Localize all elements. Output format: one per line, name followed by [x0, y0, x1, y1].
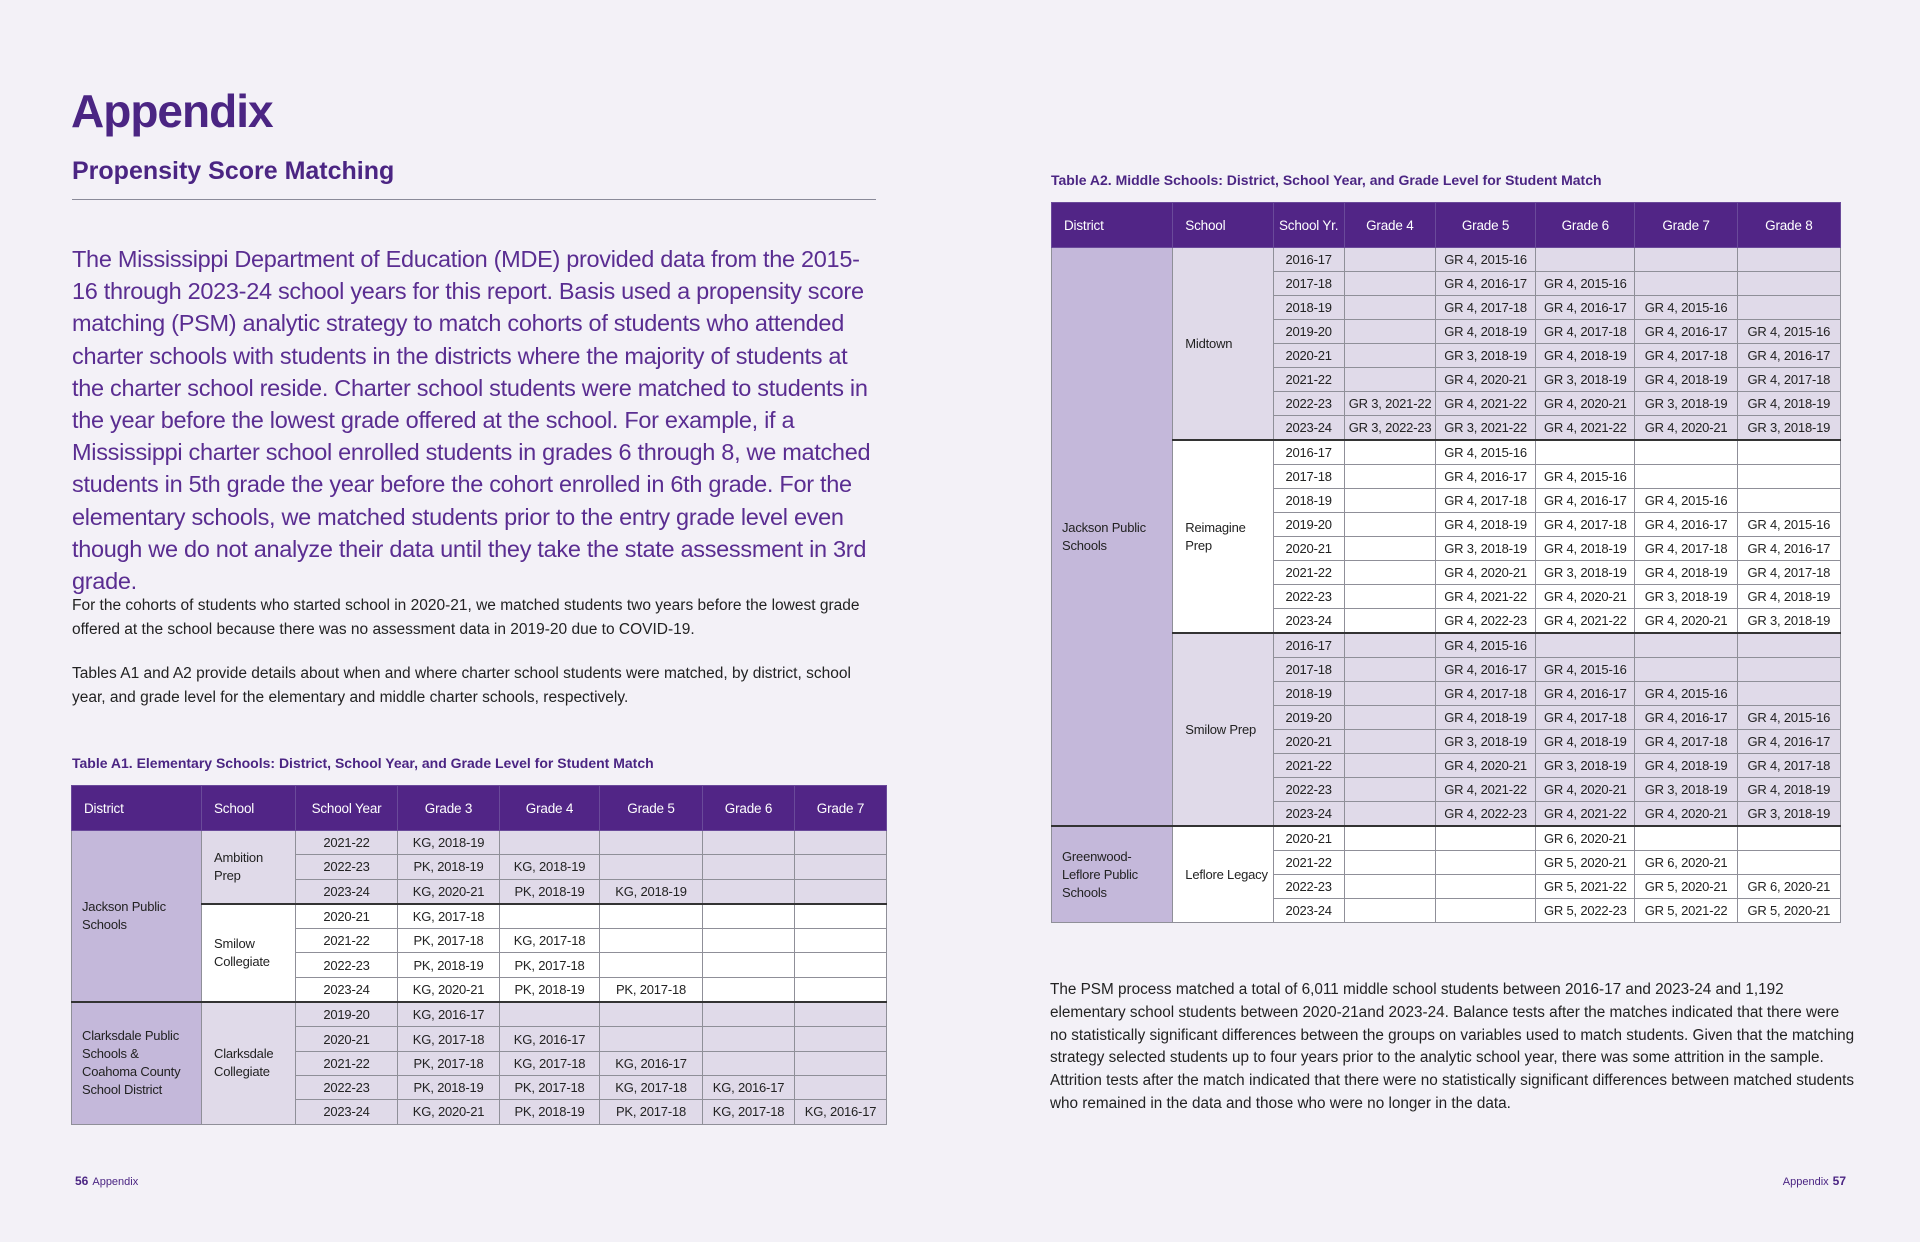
grade-match-cell: GR 4, 2020-21: [1435, 561, 1535, 585]
grade-match-cell: GR 4, 2017-18: [1737, 754, 1840, 778]
grade-match-cell: GR 4, 2020-21: [1536, 585, 1635, 609]
school-cell: Ambition Prep: [202, 831, 296, 904]
grade-match-cell: GR 4, 2021-22: [1435, 392, 1535, 416]
school-year-cell: 2016-17: [1273, 248, 1344, 272]
grade-match-cell: [1344, 899, 1435, 923]
grade-match-cell: KG, 2017-18: [398, 904, 500, 929]
grade-match-cell: [1344, 513, 1435, 537]
grade-match-cell: GR 3, 2018-19: [1435, 344, 1535, 368]
grade-match-cell: [1344, 682, 1435, 706]
school-year-cell: 2023-24: [296, 1100, 398, 1124]
school-year-cell: 2023-24: [1273, 416, 1344, 441]
school-year-cell: 2020-21: [296, 1027, 398, 1051]
grade-match-cell: [795, 1027, 887, 1051]
grade-match-cell: GR 4, 2017-18: [1536, 706, 1635, 730]
grade-match-cell: [1435, 875, 1535, 899]
grade-match-cell: GR 4, 2016-17: [1737, 344, 1840, 368]
grade-match-cell: [1344, 730, 1435, 754]
grade-match-cell: GR 3, 2018-19: [1536, 368, 1635, 392]
grade-match-cell: [500, 904, 600, 929]
grade-match-cell: GR 4, 2018-19: [1635, 561, 1737, 585]
grade-match-cell: [1635, 633, 1737, 658]
grade-match-cell: [1344, 609, 1435, 634]
grade-match-cell: [1635, 248, 1737, 272]
district-cell: Greenwood-Leflore Public Schools: [1052, 826, 1173, 923]
table-row: [1052, 826, 1841, 851]
grade-match-cell: GR 4, 2015-16: [1635, 682, 1737, 706]
header-row: [1052, 203, 1841, 248]
column-header: Grade 3: [398, 786, 500, 831]
column-header: Grade 4: [1344, 203, 1435, 248]
grade-match-cell: GR 4, 2020-21: [1635, 609, 1737, 634]
grade-match-cell: GR 4, 2015-16: [1737, 706, 1840, 730]
grade-match-cell: PK, 2017-18: [500, 953, 600, 977]
page-number: 57: [1832, 1174, 1846, 1188]
grade-match-cell: [703, 929, 795, 953]
grade-match-cell: GR 3, 2018-19: [1435, 730, 1535, 754]
school-year-cell: 2017-18: [1273, 272, 1344, 296]
grade-match-cell: [1435, 851, 1535, 875]
grade-match-cell: PK, 2017-18: [600, 977, 703, 1002]
grade-match-cell: GR 4, 2016-17: [1635, 513, 1737, 537]
header-row: [72, 786, 887, 831]
school-year-cell: 2023-24: [296, 879, 398, 904]
school-year-cell: 2022-23: [296, 953, 398, 977]
grade-match-cell: GR 4, 2017-18: [1635, 537, 1737, 561]
grade-match-cell: [1536, 248, 1635, 272]
grade-match-cell: [1435, 826, 1535, 851]
column-header: Grade 4: [500, 786, 600, 831]
grade-match-cell: GR 4, 2016-17: [1737, 537, 1840, 561]
grade-match-cell: [1344, 368, 1435, 392]
grade-match-cell: [1635, 272, 1737, 296]
grade-match-cell: GR 4, 2020-21: [1536, 778, 1635, 802]
grade-match-cell: [795, 953, 887, 977]
covid-note-paragraph: For the cohorts of students who started school in 2020-21, we matched students two years before the lowest grade offered at the school because there was no assessment data in 2019-20 due to COVID-19.: [72, 597, 860, 638]
footer-right: [1783, 1174, 1850, 1188]
grade-match-cell: GR 4, 2015-16: [1435, 633, 1535, 658]
grade-match-cell: PK, 2017-18: [398, 929, 500, 953]
district-cell: Jackson Public Schools: [72, 831, 202, 1003]
grade-match-cell: GR 4, 2016-17: [1435, 465, 1535, 489]
divider: [72, 199, 876, 200]
grade-match-cell: GR 5, 2020-21: [1737, 899, 1840, 923]
grade-match-cell: [500, 831, 600, 855]
grade-match-cell: [795, 1075, 887, 1099]
school-year-cell: 2020-21: [1273, 344, 1344, 368]
school-year-cell: 2023-24: [1273, 802, 1344, 827]
school-year-cell: 2018-19: [1273, 682, 1344, 706]
section-subtitle: Propensity Score Matching: [72, 157, 395, 185]
grade-match-cell: [1737, 851, 1840, 875]
grade-match-cell: KG, 2017-18: [600, 1075, 703, 1099]
school-year-cell: 2018-19: [1273, 489, 1344, 513]
grade-match-cell: [1737, 658, 1840, 682]
grade-match-cell: [795, 831, 887, 855]
grade-match-cell: GR 4, 2017-18: [1737, 368, 1840, 392]
column-header: Grade 6: [703, 786, 795, 831]
grade-match-cell: GR 5, 2022-23: [1536, 899, 1635, 923]
grade-match-cell: GR 4, 2016-17: [1536, 296, 1635, 320]
grade-match-cell: KG, 2016-17: [600, 1051, 703, 1075]
grade-match-cell: GR 3, 2018-19: [1536, 561, 1635, 585]
grade-match-cell: GR 4, 2020-21: [1635, 802, 1737, 827]
school-cell: Smilow Prep: [1173, 633, 1273, 826]
school-year-cell: 2021-22: [1273, 851, 1344, 875]
column-header: Grade 7: [795, 786, 887, 831]
grade-match-cell: GR 4, 2018-19: [1536, 344, 1635, 368]
grade-match-cell: GR 6, 2020-21: [1635, 851, 1737, 875]
school-cell: Clarksdale Collegiate: [202, 1002, 296, 1124]
column-header: School Yr.: [1273, 203, 1344, 248]
grade-match-cell: [795, 929, 887, 953]
grade-match-cell: GR 4, 2018-19: [1635, 754, 1737, 778]
column-header: School: [202, 786, 296, 831]
table-row: [72, 831, 887, 855]
school-year-cell: 2023-24: [1273, 899, 1344, 923]
grade-match-cell: KG, 2020-21: [398, 879, 500, 904]
school-year-cell: 2016-17: [1273, 440, 1344, 465]
grade-match-cell: GR 4, 2018-19: [1536, 730, 1635, 754]
grade-match-cell: [600, 953, 703, 977]
grade-match-cell: GR 4, 2017-18: [1536, 513, 1635, 537]
grade-match-cell: GR 3, 2018-19: [1536, 754, 1635, 778]
column-header: Grade 7: [1635, 203, 1737, 248]
grade-match-cell: [1344, 754, 1435, 778]
summary-paragraph: The PSM process matched a total of 6,011 middle school students between 2016-17 and 2023-24 and 1,192 elementary school students between 2020-21and 2023-24. Balance tests after the matches indicated that there were no statistically significant differences between the groups on variables used to match students. Given that the matching strategy selected students up to four years prior to the analytic school year, there was some attrition in the sample. Attrition tests after the match indicated that there were no statistically significant differences between matched students who remained in the data and those who were no longer in the data.: [1050, 981, 1855, 1112]
grade-match-cell: [703, 1027, 795, 1051]
school-year-cell: 2021-22: [296, 929, 398, 953]
grade-match-cell: GR 4, 2015-16: [1536, 658, 1635, 682]
school-year-cell: 2017-18: [1273, 465, 1344, 489]
school-year-cell: 2020-21: [1273, 826, 1344, 851]
grade-match-cell: [1536, 633, 1635, 658]
grade-match-cell: [600, 929, 703, 953]
school-year-cell: 2022-23: [296, 1075, 398, 1099]
grade-match-cell: GR 3, 2018-19: [1737, 802, 1840, 827]
grade-match-cell: [600, 1027, 703, 1051]
grade-match-cell: GR 4, 2021-22: [1536, 416, 1635, 441]
school-year-cell: 2022-23: [1273, 392, 1344, 416]
grade-match-cell: [795, 855, 887, 879]
grade-match-cell: GR 4, 2017-18: [1635, 730, 1737, 754]
table-a2-caption: Table A2. Middle Schools: District, School Year, and Grade Level for Student Match: [1051, 172, 1602, 188]
column-header: School: [1173, 203, 1273, 248]
grade-match-cell: [1737, 272, 1840, 296]
grade-match-cell: GR 5, 2021-22: [1635, 899, 1737, 923]
school-year-cell: 2019-20: [1273, 320, 1344, 344]
grade-match-cell: KG, 2017-18: [703, 1100, 795, 1124]
grade-match-cell: [1344, 802, 1435, 827]
school-year-cell: 2023-24: [296, 977, 398, 1002]
grade-match-cell: KG, 2017-18: [500, 929, 600, 953]
grade-match-cell: [1344, 272, 1435, 296]
grade-match-cell: [1737, 826, 1840, 851]
grade-match-cell: KG, 2018-19: [398, 831, 500, 855]
grade-match-cell: GR 4, 2022-23: [1435, 802, 1535, 827]
grade-match-cell: KG, 2016-17: [703, 1075, 795, 1099]
grade-match-cell: PK, 2018-19: [500, 977, 600, 1002]
school-year-cell: 2021-22: [1273, 754, 1344, 778]
grade-match-cell: [703, 831, 795, 855]
grade-match-cell: GR 4, 2021-22: [1536, 802, 1635, 827]
grade-match-cell: GR 3, 2018-19: [1737, 416, 1840, 441]
grade-match-cell: [795, 904, 887, 929]
grade-match-cell: GR 6, 2020-21: [1737, 875, 1840, 899]
school-year-cell: 2018-19: [1273, 296, 1344, 320]
grade-match-cell: [1344, 706, 1435, 730]
grade-match-cell: [1737, 633, 1840, 658]
grade-match-cell: [1344, 344, 1435, 368]
grade-match-cell: [1344, 658, 1435, 682]
grade-match-cell: GR 4, 2020-21: [1536, 392, 1635, 416]
school-cell: Midtown: [1173, 248, 1273, 441]
grade-match-cell: GR 4, 2017-18: [1536, 320, 1635, 344]
grade-match-cell: [1344, 561, 1435, 585]
table-a2: [1051, 202, 1841, 923]
grade-match-cell: PK, 2017-18: [398, 1051, 500, 1075]
grade-match-cell: GR 3, 2018-19: [1635, 585, 1737, 609]
school-year-cell: 2021-22: [296, 1051, 398, 1075]
grade-match-cell: GR 4, 2017-18: [1635, 344, 1737, 368]
grade-match-cell: GR 3, 2021-22: [1344, 392, 1435, 416]
grade-match-cell: PK, 2018-19: [398, 1075, 500, 1099]
grade-match-cell: GR 4, 2018-19: [1635, 368, 1737, 392]
grade-match-cell: GR 4, 2016-17: [1435, 658, 1535, 682]
grade-match-cell: GR 4, 2015-16: [1435, 440, 1535, 465]
school-year-cell: 2020-21: [1273, 537, 1344, 561]
lead-paragraph: The Mississippi Department of Education (MDE) provided data from the 2015-16 through 2023-24 school years for this report. Basis used a propensity score matching (PSM) analytic strategy to match cohorts of students who attended charter schools with students in the districts where the majority of students at the charter school reside. Charter school students were matched to students in the year before the lowest grade offered at the school. For example, if a Mississippi charter school enrolled students in grades 6 through 8, we matched students in 5th grade the year before the cohort enrolled in 6th grade. For the elementary schools, we matched students prior to the entry grade level even though we do not analyze their data until they take the state assessment in 3rd grade.: [72, 246, 871, 595]
footer-left: [71, 1174, 138, 1188]
grade-match-cell: [1344, 248, 1435, 272]
school-year-cell: 2019-20: [1273, 706, 1344, 730]
grade-match-cell: GR 3, 2022-23: [1344, 416, 1435, 441]
grade-match-cell: [1635, 658, 1737, 682]
grade-match-cell: GR 4, 2015-16: [1435, 248, 1535, 272]
school-year-cell: 2019-20: [296, 1002, 398, 1027]
school-year-cell: 2019-20: [1273, 513, 1344, 537]
grade-match-cell: [703, 953, 795, 977]
grade-match-cell: [795, 1002, 887, 1027]
grade-match-cell: [1737, 296, 1840, 320]
grade-match-cell: [1344, 585, 1435, 609]
grade-match-cell: [703, 977, 795, 1002]
grade-match-cell: GR 3, 2018-19: [1435, 537, 1535, 561]
grade-match-cell: GR 4, 2015-16: [1635, 296, 1737, 320]
grade-match-cell: GR 4, 2015-16: [1635, 489, 1737, 513]
grade-match-cell: [1737, 248, 1840, 272]
school-year-cell: 2020-21: [296, 904, 398, 929]
school-year-cell: 2021-22: [1273, 561, 1344, 585]
grade-match-cell: GR 4, 2021-22: [1435, 778, 1535, 802]
grade-match-cell: [1635, 826, 1737, 851]
grade-match-cell: [1344, 296, 1435, 320]
grade-match-cell: GR 4, 2015-16: [1536, 465, 1635, 489]
grade-match-cell: [1737, 489, 1840, 513]
school-cell: Smilow Collegiate: [202, 904, 296, 1002]
grade-match-cell: [1536, 440, 1635, 465]
column-header: Grade 6: [1536, 203, 1635, 248]
column-header: District: [72, 786, 202, 831]
column-header: Grade 8: [1737, 203, 1840, 248]
column-header: School Year: [296, 786, 398, 831]
school-year-cell: 2023-24: [1273, 609, 1344, 634]
grade-match-cell: [600, 904, 703, 929]
grade-match-cell: KG, 2017-18: [398, 1027, 500, 1051]
grade-match-cell: [703, 1002, 795, 1027]
school-year-cell: 2022-23: [1273, 778, 1344, 802]
grade-match-cell: KG, 2020-21: [398, 1100, 500, 1124]
grade-match-cell: PK, 2018-19: [398, 953, 500, 977]
grade-match-cell: KG, 2020-21: [398, 977, 500, 1002]
grade-match-cell: [1737, 682, 1840, 706]
school-year-cell: 2021-22: [1273, 368, 1344, 392]
grade-match-cell: GR 4, 2018-19: [1737, 585, 1840, 609]
grade-match-cell: PK, 2017-18: [600, 1100, 703, 1124]
grade-match-cell: GR 4, 2022-23: [1435, 609, 1535, 634]
grade-match-cell: [1344, 826, 1435, 851]
grade-match-cell: PK, 2018-19: [500, 1100, 600, 1124]
grade-match-cell: GR 4, 2021-22: [1536, 609, 1635, 634]
grade-match-cell: [703, 879, 795, 904]
grade-match-cell: [795, 879, 887, 904]
school-cell: Reimagine Prep: [1173, 440, 1273, 633]
grade-match-cell: GR 4, 2017-18: [1737, 561, 1840, 585]
grade-match-cell: [703, 1051, 795, 1075]
grade-match-cell: GR 5, 2020-21: [1635, 875, 1737, 899]
grade-match-cell: [600, 831, 703, 855]
table-row: [1052, 248, 1841, 272]
grade-match-cell: [795, 1051, 887, 1075]
grade-match-cell: GR 4, 2018-19: [1435, 706, 1535, 730]
grade-match-cell: PK, 2018-19: [500, 879, 600, 904]
grade-match-cell: GR 4, 2017-18: [1435, 682, 1535, 706]
grade-match-cell: GR 4, 2016-17: [1536, 489, 1635, 513]
grade-match-cell: KG, 2017-18: [500, 1051, 600, 1075]
grade-match-cell: GR 4, 2015-16: [1737, 320, 1840, 344]
grade-match-cell: GR 4, 2018-19: [1536, 537, 1635, 561]
district-cell: Jackson Public Schools: [1052, 248, 1173, 827]
grade-match-cell: PK, 2018-19: [398, 855, 500, 879]
school-year-cell: 2016-17: [1273, 633, 1344, 658]
grade-match-cell: [500, 1002, 600, 1027]
grade-match-cell: GR 4, 2021-22: [1435, 585, 1535, 609]
grade-match-cell: GR 4, 2016-17: [1635, 706, 1737, 730]
grade-match-cell: [1344, 778, 1435, 802]
grade-match-cell: KG, 2016-17: [398, 1002, 500, 1027]
column-header: Grade 5: [1435, 203, 1535, 248]
grade-match-cell: GR 4, 2018-19: [1737, 778, 1840, 802]
grade-match-cell: [1737, 440, 1840, 465]
footer-label: Appendix: [1782, 1176, 1829, 1188]
grade-match-cell: GR 3, 2018-19: [1635, 778, 1737, 802]
grade-match-cell: [1344, 465, 1435, 489]
grade-match-cell: GR 4, 2018-19: [1435, 513, 1535, 537]
grade-match-cell: [1635, 440, 1737, 465]
school-year-cell: 2021-22: [296, 831, 398, 855]
grade-match-cell: GR 4, 2018-19: [1737, 392, 1840, 416]
grade-match-cell: GR 4, 2015-16: [1536, 272, 1635, 296]
grade-match-cell: KG, 2016-17: [795, 1100, 887, 1124]
page-number: 56: [75, 1174, 89, 1188]
school-year-cell: 2022-23: [1273, 585, 1344, 609]
table-a1: [71, 785, 887, 1125]
footer-label: Appendix: [92, 1176, 139, 1188]
table-row: [72, 1002, 887, 1027]
grade-match-cell: [1344, 440, 1435, 465]
grade-match-cell: GR 4, 2020-21: [1435, 754, 1535, 778]
school-year-cell: 2020-21: [1273, 730, 1344, 754]
school-cell: Leflore Legacy: [1173, 826, 1273, 923]
grade-match-cell: [1344, 320, 1435, 344]
grade-match-cell: [703, 904, 795, 929]
grade-match-cell: KG, 2018-19: [500, 855, 600, 879]
grade-match-cell: [1344, 851, 1435, 875]
grade-match-cell: [600, 855, 703, 879]
grade-match-cell: GR 4, 2020-21: [1635, 416, 1737, 441]
grade-match-cell: [795, 977, 887, 1002]
grade-match-cell: [703, 855, 795, 879]
grade-match-cell: [1344, 489, 1435, 513]
grade-match-cell: GR 4, 2017-18: [1435, 296, 1535, 320]
column-header: Grade 5: [600, 786, 703, 831]
district-cell: Clarksdale Public Schools & Coahoma County School District: [72, 1002, 202, 1124]
grade-match-cell: GR 4, 2016-17: [1435, 272, 1535, 296]
grade-match-cell: GR 5, 2021-22: [1536, 875, 1635, 899]
grade-match-cell: GR 6, 2020-21: [1536, 826, 1635, 851]
grade-match-cell: GR 4, 2020-21: [1435, 368, 1535, 392]
grade-match-cell: [1344, 633, 1435, 658]
grade-match-cell: GR 4, 2015-16: [1737, 513, 1840, 537]
grade-match-cell: [1635, 465, 1737, 489]
grade-match-cell: GR 3, 2018-19: [1737, 609, 1840, 634]
grade-match-cell: [1344, 875, 1435, 899]
grade-match-cell: GR 5, 2020-21: [1536, 851, 1635, 875]
grade-match-cell: [1435, 899, 1535, 923]
grade-match-cell: GR 4, 2016-17: [1737, 730, 1840, 754]
page-title: Appendix: [71, 85, 273, 137]
grade-match-cell: GR 3, 2021-22: [1435, 416, 1535, 441]
tables-intro-paragraph: Tables A1 and A2 provide details about when and where charter school students were matched, by district, school year, and grade level for the elementary and middle charter schools, respectively.: [72, 665, 851, 706]
school-year-cell: 2017-18: [1273, 658, 1344, 682]
table-a1-caption: Table A1. Elementary Schools: District, School Year, and Grade Level for Student Match: [72, 755, 654, 771]
grade-match-cell: [1344, 537, 1435, 561]
grade-match-cell: PK, 2017-18: [500, 1075, 600, 1099]
grade-match-cell: KG, 2016-17: [500, 1027, 600, 1051]
grade-match-cell: GR 4, 2016-17: [1635, 320, 1737, 344]
grade-match-cell: [1737, 465, 1840, 489]
grade-match-cell: GR 4, 2017-18: [1435, 489, 1535, 513]
grade-match-cell: GR 4, 2018-19: [1435, 320, 1535, 344]
column-header: District: [1052, 203, 1173, 248]
grade-match-cell: [600, 1002, 703, 1027]
school-year-cell: 2022-23: [296, 855, 398, 879]
grade-match-cell: GR 4, 2016-17: [1536, 682, 1635, 706]
school-year-cell: 2022-23: [1273, 875, 1344, 899]
grade-match-cell: KG, 2018-19: [600, 879, 703, 904]
grade-match-cell: GR 3, 2018-19: [1635, 392, 1737, 416]
